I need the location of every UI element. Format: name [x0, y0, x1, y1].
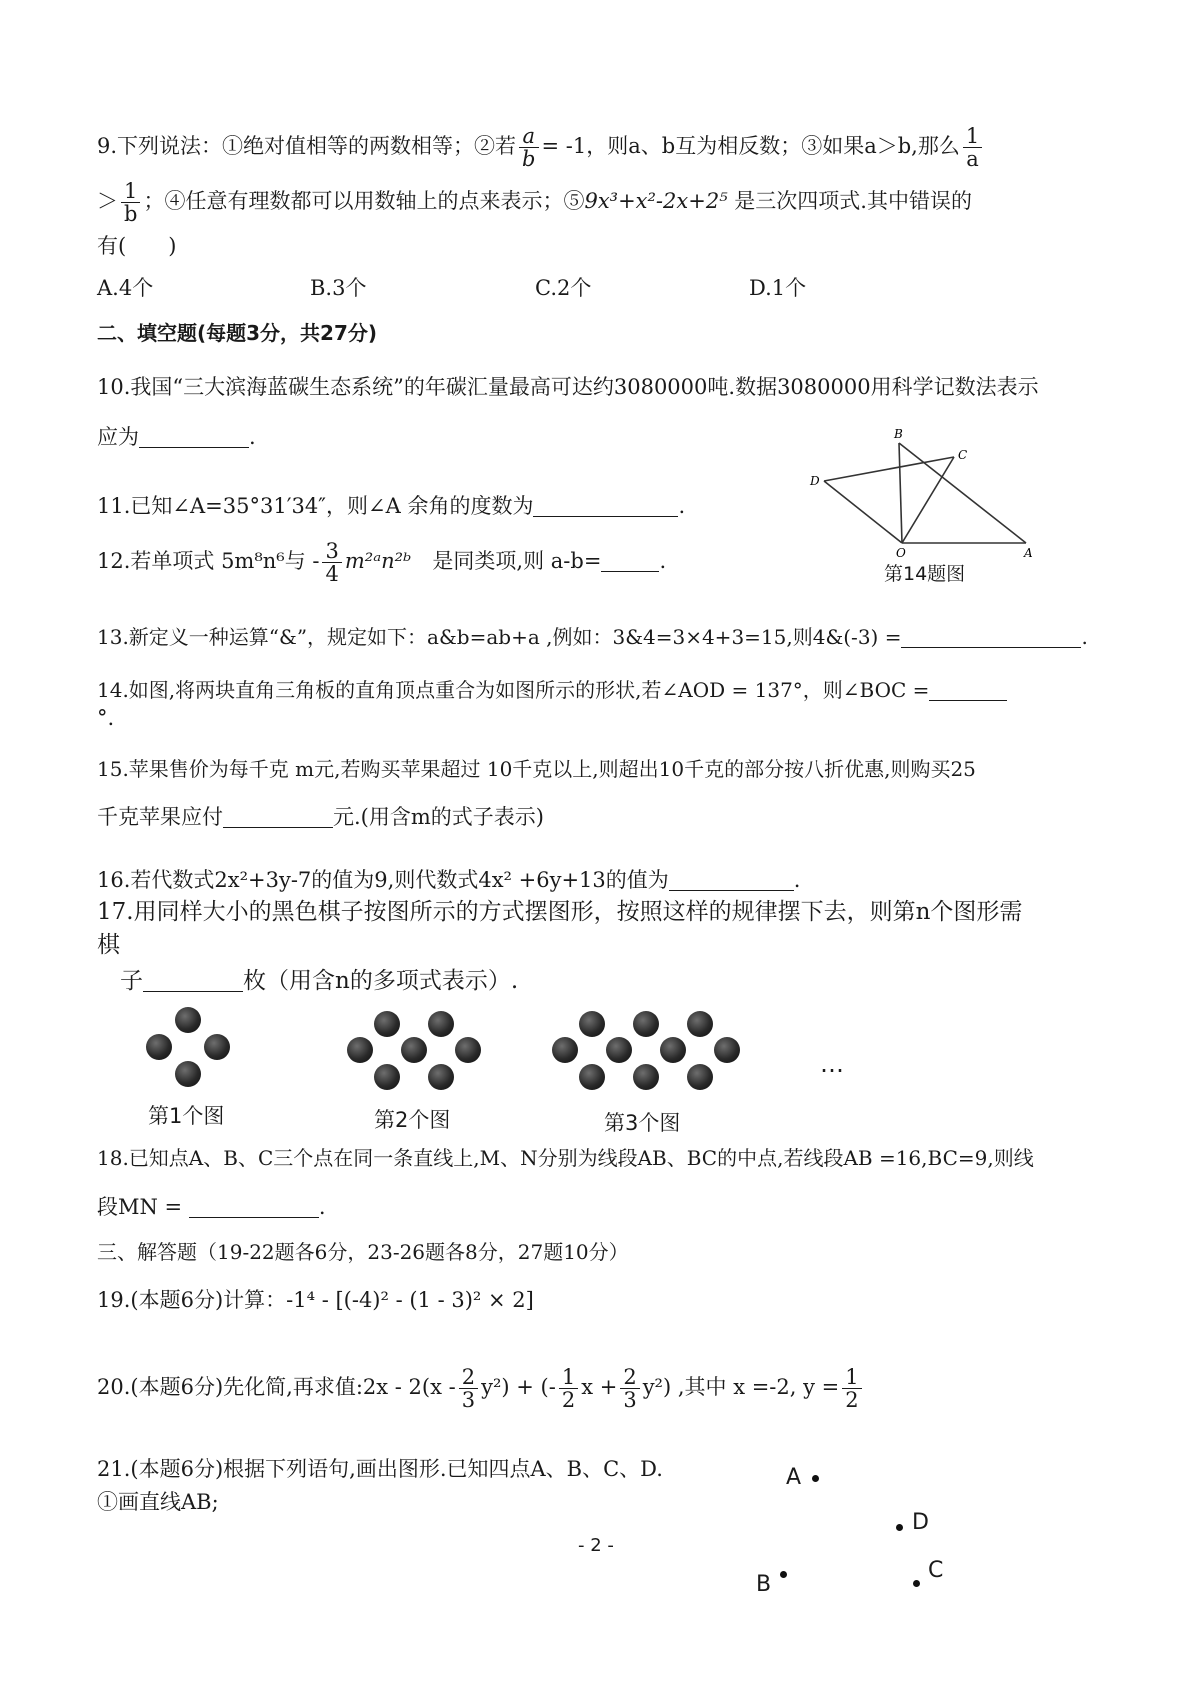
q14-line	[97, 678, 1007, 702]
stone	[633, 1064, 659, 1090]
point-a-dot	[812, 1475, 819, 1482]
label-b: B	[894, 427, 903, 441]
stone	[401, 1037, 427, 1063]
q20-fraction-1	[459, 1366, 478, 1411]
q18-line1: 18.已知点A、B、C三个点在同一条直线上,M、N分别为线段AB、BC的中点,若线段AB =16,BC=9,则线	[97, 1146, 1034, 1170]
q14-text: 14.如图,将两块直角三角板的直角顶点重合为如图所示的形状,若∠AOD = 137°，则∠BOC =	[97, 678, 930, 702]
q20-f3-num: 2	[620, 1366, 639, 1389]
stone	[579, 1064, 605, 1090]
stone	[175, 1007, 201, 1033]
q10-line2	[97, 425, 256, 450]
stone	[455, 1037, 481, 1063]
q14-suffix: °.	[97, 706, 115, 730]
q21-line1: 21.(本题6分)根据下列语句,画出图形.已知四点A、B、C、D.	[97, 1457, 663, 1481]
q10-prefix: 应为	[97, 425, 139, 449]
q17-caption-1: 第1个图	[148, 1104, 225, 1128]
q17-suffix: 枚（用含n的多项式表示）.	[243, 968, 519, 994]
q20-fraction-3	[620, 1366, 639, 1411]
stone	[579, 1011, 605, 1037]
q20-text4: y²) ,其中 x =-2, y =	[642, 1375, 840, 1400]
q17-ellipsis: …	[820, 1050, 844, 1078]
q9-frac3-num: 1	[121, 180, 140, 203]
stone	[374, 1011, 400, 1037]
q9-frac1-num: a	[522, 124, 536, 148]
q12-text: 12.若单项式 5m⁸n⁶与 -	[97, 549, 320, 574]
q15-line2	[97, 805, 544, 830]
q10-line1: 10.我国“三大滨海蓝碳生态系统”的年碳汇量最高可达约3080000吨.数据3080000用科学记数法表示	[97, 375, 1039, 399]
figure-14-caption: 第14题图	[884, 563, 966, 585]
q20-f4-num: 1	[842, 1366, 861, 1389]
q9-frac2-den: a	[966, 147, 979, 172]
q12-monomial: m²ᵃn²ᵇ	[344, 549, 412, 574]
q9-line2	[97, 180, 972, 225]
q9-frac1-den: b	[522, 147, 536, 172]
line-oc	[902, 457, 954, 543]
q20-f1-num: 2	[459, 1366, 478, 1389]
q15-suffix: 元.(用含m的式子表示)	[333, 805, 544, 829]
q12-line	[97, 540, 666, 585]
q10-answer-blank[interactable]	[139, 427, 249, 448]
q20-fraction-4	[842, 1366, 861, 1411]
q15-line1: 15.苹果售价为每千克 m元,若购买苹果超过 10千克以上,则超出10千克的部分按八折优惠,则购买25	[97, 757, 976, 781]
q16-text: 16.若代数式2x²+3y-7的值为9,则代数式4x² +6y+13的值为	[97, 868, 669, 892]
stone	[204, 1034, 230, 1060]
point-a-label: A	[786, 1465, 802, 1490]
q20-fraction-2	[559, 1366, 578, 1411]
q18-answer-blank[interactable]	[189, 1197, 319, 1218]
stone	[714, 1037, 740, 1063]
stone	[687, 1011, 713, 1037]
point-c-dot	[913, 1580, 920, 1587]
q20-line	[97, 1366, 865, 1411]
section-2-title: 二、填空题(每题3分，共27分)	[97, 321, 378, 345]
q14-answer-blank[interactable]	[929, 680, 1007, 701]
q16-suffix: .	[793, 868, 801, 892]
stone	[633, 1011, 659, 1037]
q20-f2-den: 2	[561, 1388, 576, 1413]
q16-line	[97, 868, 800, 893]
stone	[552, 1037, 578, 1063]
q20-f2-num: 1	[559, 1366, 578, 1389]
q18-suffix: .	[318, 1195, 326, 1219]
stone	[374, 1064, 400, 1090]
q12-suffix: .	[659, 549, 667, 574]
q9-line1	[97, 125, 985, 170]
point-b-label: B	[756, 1572, 772, 1597]
q12-frac-num: 3	[322, 540, 341, 563]
stone	[428, 1011, 454, 1037]
q17-caption-3: 第3个图	[604, 1111, 681, 1135]
q9-text3: ＞	[97, 189, 118, 214]
label-d: D	[810, 474, 820, 488]
q15-answer-blank[interactable]	[223, 807, 333, 828]
q9-frac3-den: b	[124, 202, 138, 227]
figure-14-diagram	[800, 425, 1050, 565]
q9-number: 9.	[97, 134, 118, 159]
q9-option-a: A.4个	[97, 276, 154, 300]
q9-option-c: C.2个	[535, 276, 592, 300]
q11-answer-blank[interactable]	[533, 496, 678, 517]
q9-polynomial: 9x³+x²-2x+2⁵	[584, 189, 728, 214]
line-do	[824, 481, 902, 543]
q13-answer-blank[interactable]	[901, 627, 1081, 648]
q18-line2	[97, 1195, 326, 1220]
stone	[687, 1064, 713, 1090]
line-bo	[899, 443, 902, 543]
q20-f3-den: 3	[623, 1388, 637, 1413]
q17-answer-blank[interactable]	[143, 971, 243, 992]
label-a: A	[1024, 546, 1033, 560]
q20-text3: x +	[581, 1375, 618, 1400]
q9-line3: 有( )	[97, 234, 177, 258]
stone	[660, 1037, 686, 1063]
q20-f4-den: 2	[845, 1388, 859, 1413]
q20-text1: 20.(本题6分)先化简,再求值:2x - 2(x -	[97, 1375, 456, 1400]
q15-prefix: 千克苹果应付	[97, 805, 223, 829]
stone	[606, 1037, 632, 1063]
q12-mid-text: 是同类项,则 a-b=	[432, 549, 602, 574]
q9-option-b: B.3个	[310, 276, 367, 300]
q9-text4: ；④任意有理数都可以用数轴上的点来表示；⑤	[143, 189, 585, 214]
q11-suffix: .	[678, 494, 686, 518]
q9-fraction-a-over-b	[519, 125, 538, 170]
q13-line	[97, 625, 1088, 649]
q9-option-d: D.1个	[749, 276, 807, 300]
point-d-dot	[896, 1524, 903, 1531]
q12-answer-blank[interactable]	[601, 551, 659, 572]
q18-prefix: 段MN =	[97, 1195, 183, 1219]
q16-answer-blank[interactable]	[669, 870, 794, 891]
q10-suffix: .	[249, 425, 256, 449]
q20-text2: y²) + (-	[481, 1375, 556, 1400]
q9-frac2-num: 1	[963, 125, 982, 148]
point-c-label: C	[928, 1558, 944, 1583]
q11-text: 11.已知∠A=35°31′34″，则∠A 余角的度数为	[97, 494, 534, 518]
q17-line1: 17.用同样大小的黑色棋子按图所示的方式摆图形，按照这样的规律摆下去，则第n个图形需	[97, 899, 1023, 925]
q12-fraction	[322, 540, 341, 585]
line-dc	[824, 457, 954, 481]
stone	[347, 1037, 373, 1063]
point-d-label: D	[912, 1510, 929, 1535]
q20-f1-den: 3	[461, 1388, 476, 1413]
q19-line: 19.(本题6分)计算：-1⁴ - [(-4)² - (1 - 3)² × 2]	[97, 1288, 534, 1312]
point-b-dot	[780, 1571, 787, 1578]
q9-text1: 下列说法：①绝对值相等的两数相等；②若	[117, 134, 517, 159]
stone	[428, 1064, 454, 1090]
q13-text: 13.新定义一种运算“&”，规定如下：a&b=ab+a ,例如：3&4=3×4+3=15,则4&(-3) =	[97, 625, 902, 649]
section-3-title: 三、解答题（19-22题各6分，23-26题各8分，27题10分）	[97, 1240, 629, 1264]
q17-line2: 棋	[97, 932, 120, 958]
q11-line	[97, 494, 685, 519]
page-number: - 2 -	[578, 1535, 614, 1556]
q21-line2: ①画直线AB;	[97, 1490, 219, 1514]
q17-caption-2: 第2个图	[374, 1108, 451, 1132]
q9-text5: 是三次四项式.其中错误的	[734, 189, 972, 214]
q12-frac-den: 4	[325, 562, 339, 587]
q17-line3	[120, 968, 518, 996]
q9-text2: = -1，则a、b互为相反数；③如果a＞b,那么	[541, 134, 960, 159]
q9-fraction-1-over-a	[963, 125, 982, 170]
stone	[146, 1034, 172, 1060]
label-c: C	[958, 448, 968, 462]
q17-prefix: 子	[120, 968, 143, 994]
label-o: O	[896, 546, 906, 560]
q13-suffix: .	[1081, 625, 1088, 649]
q9-fraction-1-over-b	[121, 180, 140, 225]
stone	[175, 1061, 201, 1087]
